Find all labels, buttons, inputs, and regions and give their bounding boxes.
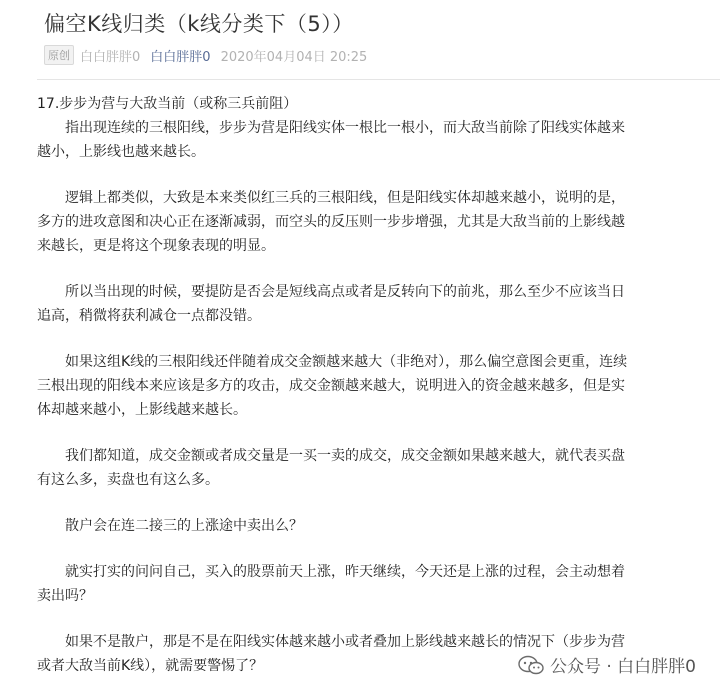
original-badge: 原创: [44, 45, 74, 65]
article-meta: [44, 45, 367, 65]
section-heading: 17.步步为营与大敌当前（或称三兵前阻）: [37, 96, 298, 112]
article-body: [37, 88, 633, 678]
account-link[interactable]: 白白胖胖0: [150, 49, 211, 65]
paragraph-7: 就实打实的问问自己，买入的股票前天上涨，昨天继续，今天还是上涨的过程，会主动想着卖出吗？: [37, 564, 625, 604]
paragraph-1: 指出现连续的三根阳线，步步为营是阳线实体一根比一根小，而大敌当前除了阳线实体越来越小，上影线也越来越长。: [37, 120, 625, 160]
wechat-official-account-icon: [518, 655, 544, 675]
article-title: 偏空K线归类（k线分类下（5））: [44, 12, 354, 36]
paragraph-2: 逻辑上都类似，大致是本来类似红三兵的三根阳线，但是阳线实体却越来越小，说明的是，多方的进攻意图和决心正在逐渐减弱，而空头的反压则一步步增强，尤其是大敌当前的上影线越来越长，更是将这个现象表现的明显。: [37, 190, 625, 254]
paragraph-6: 散户会在连二接三的上涨途中卖出么？: [65, 518, 303, 534]
paragraph-4: 如果这组K线的三根阳线还伴随着成交金额越来越大（非绝对），那么偏空意图会更重，连续三根出现的阳线本来应该是多方的攻击，成交金额越来越大，说明进入的资金越来越多，但是实体却越来越小，上影线越来越长。: [37, 354, 628, 418]
watermark-text: 公众号 · 白白胖胖0: [549, 657, 696, 677]
paragraph-3: 所以当出现的时候，要提防是否会是短线高点或者是反转向下的前兆，那么至少不应该当日追高，稍微将获利减仓一点都没错。: [37, 284, 625, 324]
header-divider: [37, 79, 720, 80]
paragraph-5: 我们都知道，成交金额或者成交量是一买一卖的成交，成交金额如果越来越大，就代表买盘有这么多，卖盘也有这么多。: [37, 448, 625, 488]
paragraph-8: 如果不是散户，那是不是在阳线实体越来越小或者叠加上影线越来越长的情况下（步步为营或者大敌当前K线），就需要警惕了？: [37, 634, 625, 674]
author-name: 白白胖胖0: [80, 49, 141, 65]
publish-date: 2020年04月04日 20:25: [220, 49, 368, 65]
watermark: [518, 652, 696, 677]
